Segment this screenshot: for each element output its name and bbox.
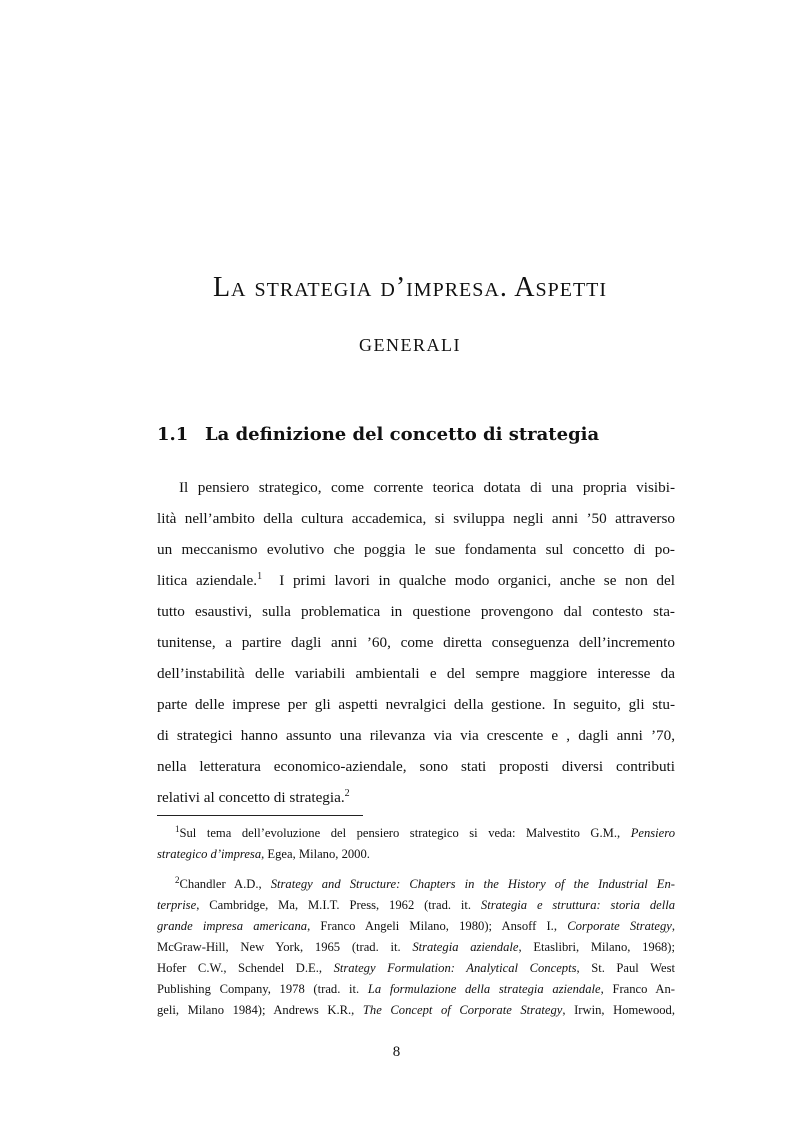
footnote-italic: Strategia e struttura: storia della [480, 898, 675, 912]
footnote-text: Sul tema dell’evoluzione del pensiero strategico si veda: Malvestito G.M., [179, 826, 631, 840]
footnote-2-cont [157, 937, 675, 958]
footnote-italic: terprise [157, 898, 197, 912]
body-line: tutto esaustivi, sulla problematica in questione provengono dal contesto sta- [157, 603, 675, 620]
footnote-ref-1: 1 [257, 570, 263, 582]
footnote-text: , St. Paul West [576, 961, 676, 975]
body-line-text: I primi lavori in qualche modo organici, anche se non del [279, 572, 675, 589]
footnote-text: Chandler A.D., [179, 877, 271, 891]
chapter-title-line-2: generali [359, 330, 461, 357]
footnote-text: , Irwin, Homewood, [562, 1003, 676, 1017]
body-line: nella letteratura economico-aziendale, sono stati proposti diversi contributi [157, 758, 675, 775]
body-line-text: relativi al concetto di strategia. [157, 789, 345, 806]
body-line: Il pensiero strategico, come corrente teorica dotata di una propria visibi- [179, 479, 675, 496]
footnote-mark-1: 1 [175, 823, 180, 834]
body-paragraph [157, 472, 675, 813]
footnote-italic: Corporate Strategy [567, 919, 672, 933]
footnote-text: , Etaslibri, Milano, 1968); [518, 940, 675, 954]
footnote-italic: grande impresa americana [157, 919, 308, 933]
footnote-1-cont [157, 844, 675, 865]
footnote-text: Hofer C.W., Schendel D.E., [157, 961, 334, 975]
footnote-italic: Strategy Formulation: Analytical Concepts [333, 961, 577, 975]
footnote-text: geli, Milano 1984); Andrews K.R., [157, 1003, 363, 1017]
footnote-italic: La formulazione della strategia aziendale [367, 982, 601, 996]
body-line: dell’instabilità delle variabili ambientali e del sempre maggiore interesse da [157, 665, 675, 682]
footnote-text: , Franco Angeli Milano, 1980); Ansoff I., [307, 919, 568, 933]
footnote-2-cont [157, 979, 675, 1000]
chapter-title-line-1: La strategia d’impresa. Aspetti [212, 272, 608, 303]
footnote-ref-2: 2 [344, 787, 350, 799]
body-line-text: litica aziendale. [157, 572, 258, 589]
footnote-2-cont [157, 916, 675, 937]
footnote-1 [157, 823, 675, 844]
footnote-2-cont [157, 895, 675, 916]
footnote-text: , Egea, Milano, 2000. [261, 847, 370, 861]
footnotes [157, 823, 675, 1021]
section-number: 1.1 [157, 424, 189, 445]
footnote-2-cont [157, 958, 675, 979]
footnote-rule [157, 815, 363, 816]
body-line: lità nell’ambito della cultura accademica, si sviluppa negli anni ’50 attraverso [157, 510, 675, 527]
footnote-italic: Pensiero [630, 826, 675, 840]
footnote-italic: The Concept of Corporate Strategy [362, 1003, 563, 1017]
body-line [157, 782, 675, 813]
body-line: un meccanismo evolutivo che poggia le sue fondamenta sul concetto di po- [157, 541, 675, 558]
section-title: La definizione del concetto di strategia [205, 424, 600, 445]
footnote-text: , Cambridge, Ma, M.I.T. Press, 1962 (trad. it. [196, 898, 481, 912]
body-line: tunitense, a partire dagli anni ’60, come diretta conseguenza dell’incremento [157, 634, 675, 651]
footnote-2-cont [157, 1000, 675, 1021]
footnote-italic: strategico d’impresa [157, 847, 262, 861]
body-line: di strategici hanno assunto una rilevanza via via crescente e , dagli anni ’70, [157, 727, 675, 744]
body-line [157, 565, 675, 596]
footnote-text: , [671, 919, 675, 933]
footnote-italic: Strategia aziendale [412, 940, 519, 954]
footnote-text: McGraw-Hill, New York, 1965 (trad. it. [157, 940, 413, 954]
footnote-text: Publishing Company, 1978 (trad. it. [157, 982, 368, 996]
footnote-mark-2: 2 [175, 874, 180, 885]
footnote-text: , Franco An- [600, 982, 676, 996]
footnote-italic: Strategy and Structure: Chapters in the History of the Industrial En- [270, 877, 675, 891]
page-number: 8 [392, 1044, 401, 1060]
footnote-2 [157, 874, 675, 895]
section-heading [157, 424, 599, 445]
body-line: parte delle imprese per gli aspetti nevralgici della gestione. In seguito, gli stu- [157, 696, 675, 713]
